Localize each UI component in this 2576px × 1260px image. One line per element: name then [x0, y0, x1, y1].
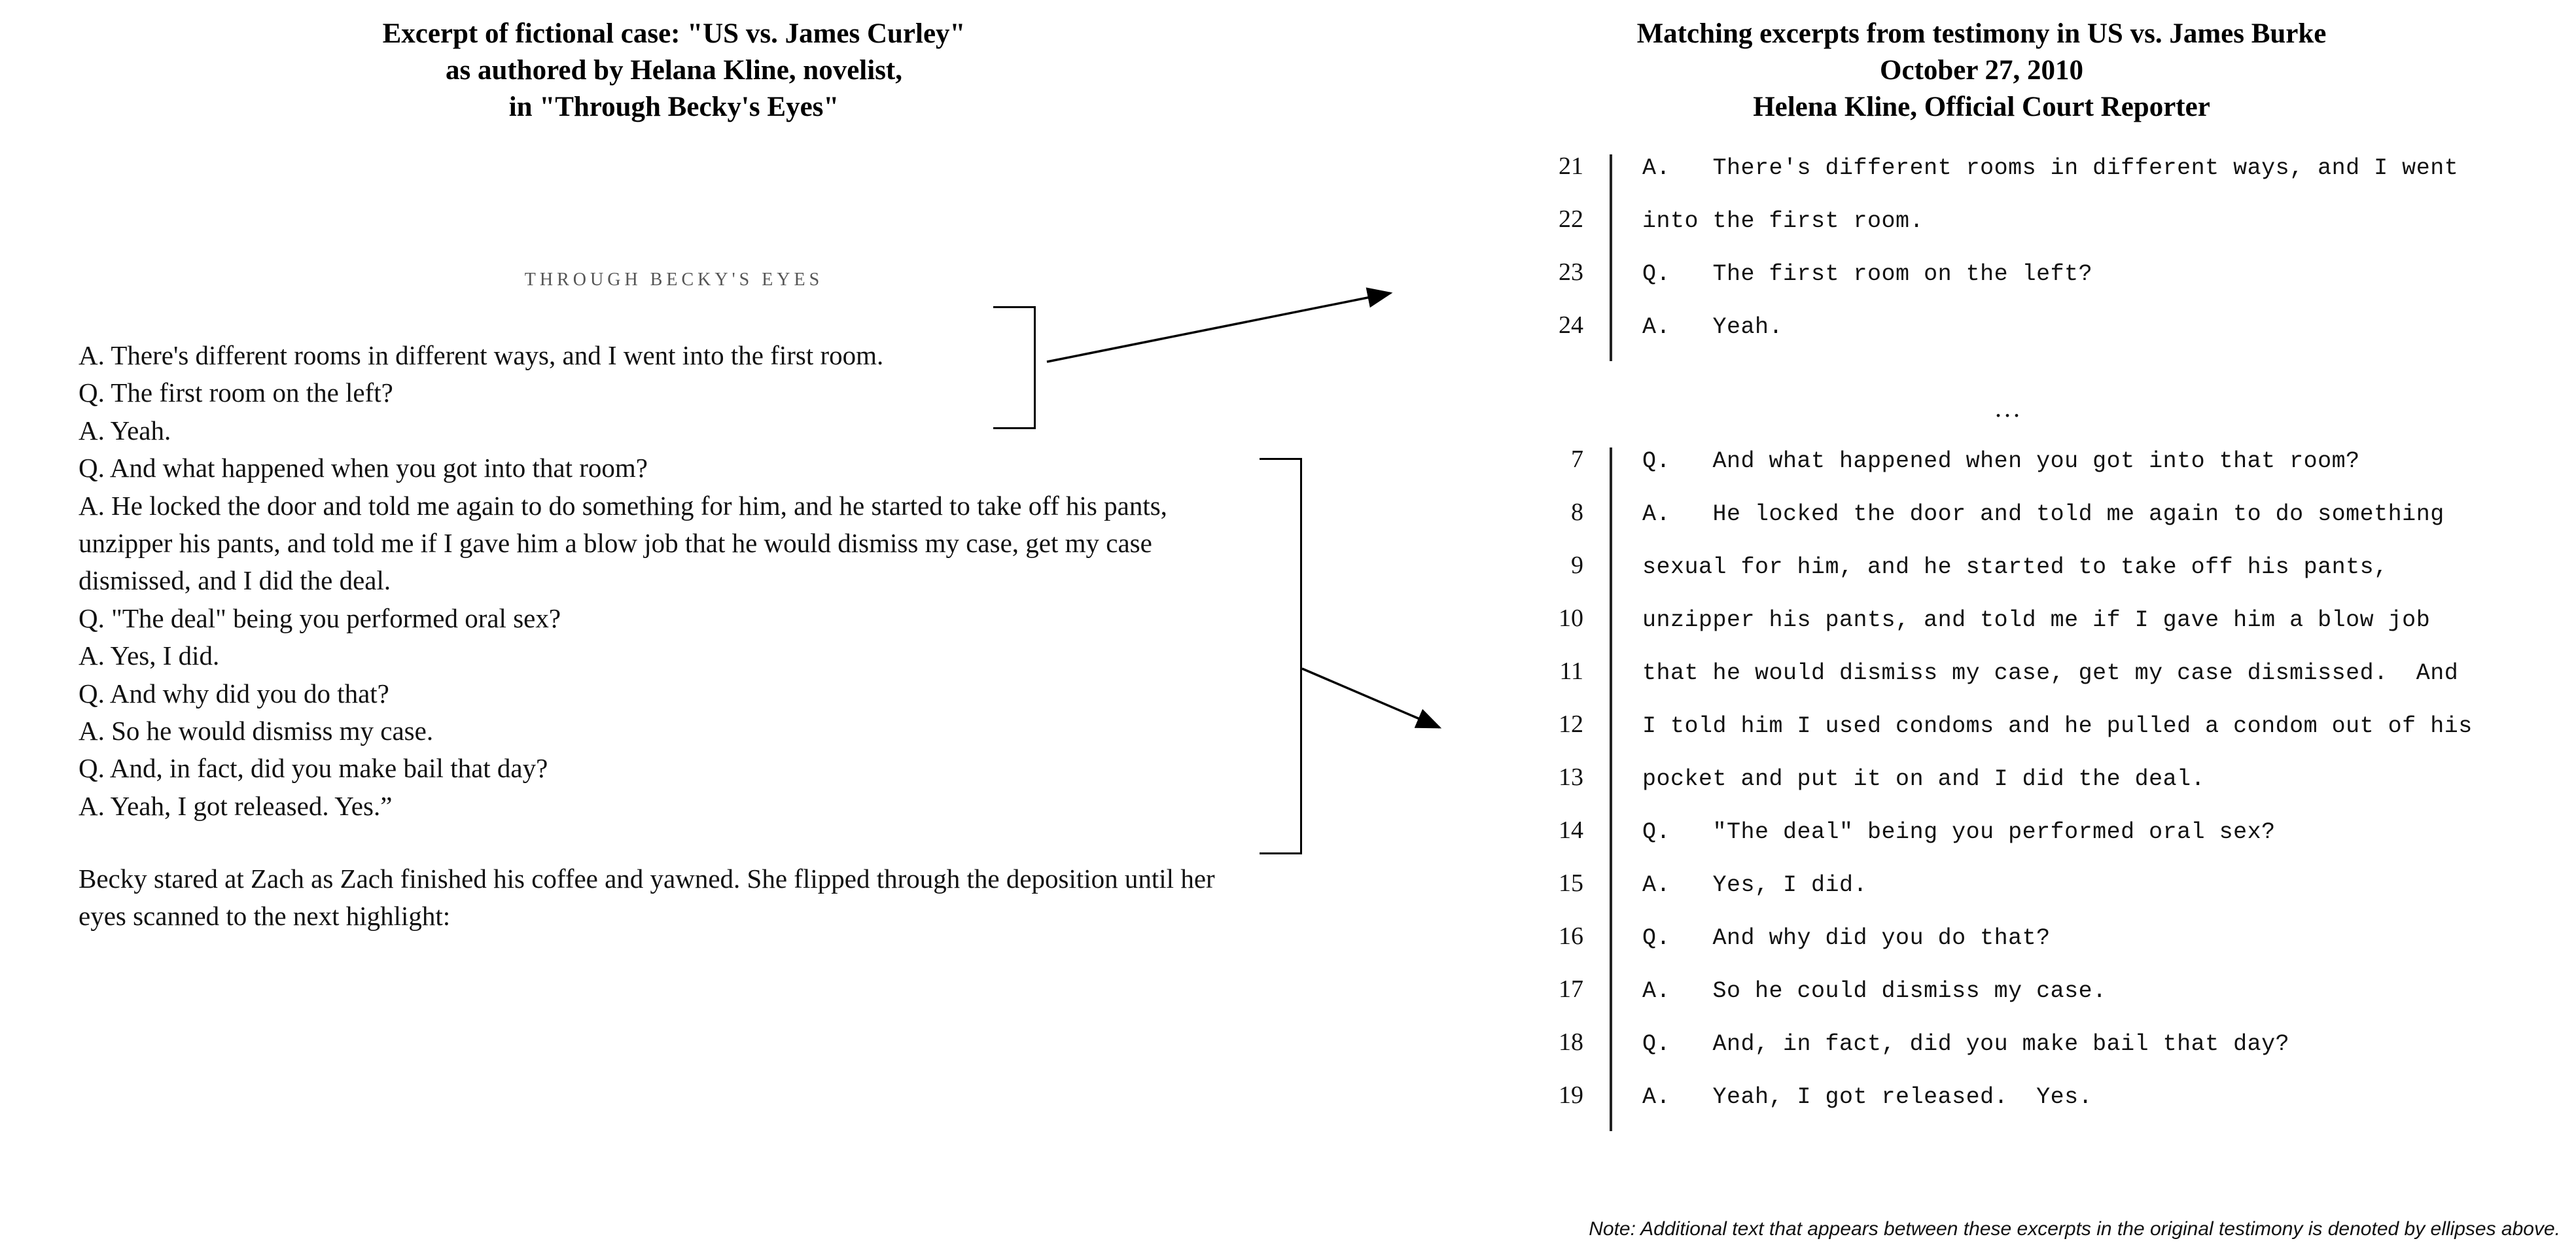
- transcript-row: [1453, 710, 2565, 763]
- ellipsis-separator: ...: [1995, 393, 2022, 423]
- line-number: 12: [1559, 710, 1583, 738]
- line-text: Q. "The deal" being you performed oral sex?: [1642, 819, 2276, 845]
- line-number: 13: [1559, 763, 1583, 791]
- line-number: 15: [1559, 869, 1583, 897]
- transcript-row: [1453, 445, 2565, 498]
- novel-line: Q. The first room on the left?: [79, 377, 393, 408]
- line-number: 9: [1571, 551, 1583, 579]
- line-number: 14: [1559, 816, 1583, 844]
- novel-line: A. Yeah.: [79, 415, 171, 446]
- novel-line: Q. "The deal" being you performed oral sex?: [79, 603, 561, 633]
- line-text: Q. And what happened when you got into that room?: [1642, 448, 2360, 474]
- novel-line: A. Yeah, I got released. Yes.”: [79, 790, 393, 821]
- transcript-row: [1453, 816, 2565, 869]
- line-text: A. Yeah.: [1642, 314, 1784, 340]
- line-number: 11: [1559, 657, 1583, 685]
- transcript-row: [1453, 152, 2565, 205]
- line-text: sexual for him, and he started to take off his pants,: [1642, 554, 2388, 580]
- line-text: Q. And, in fact, did you make bail that day?: [1642, 1031, 2290, 1057]
- footnote: Note: Additional text that appears between these excerpts in the original testimony is denoted by ellipses above.: [1589, 1218, 2560, 1240]
- transcript-row: [1453, 1081, 2565, 1134]
- right-title-line-3: Helena Kline, Official Court Reporter: [1753, 91, 2210, 122]
- novel-line: Q. And why did you do that?: [79, 678, 389, 709]
- left-title-line-3: in "Through Becky's Eyes": [508, 91, 839, 122]
- transcript-row: [1453, 311, 2565, 364]
- novel-line: A. He locked the door and told me again to do something for him, and he started to take off his pants, unzipper his pants, and told me if I gave him a blow job that he would dismiss my case, get my case dismissed, and I did the deal.: [79, 490, 1167, 596]
- left-panel-title: [118, 16, 1230, 126]
- transcript-row: [1453, 975, 2565, 1028]
- transcript-row: [1453, 205, 2565, 258]
- line-text: that he would dismiss my case, get my case dismissed. And: [1642, 660, 2459, 686]
- novel-line: A. So he would dismiss my case.: [79, 715, 434, 746]
- transcript-excerpt-1: [1453, 152, 2565, 364]
- line-number: 7: [1571, 446, 1583, 473]
- transcript-margin-rule: [1610, 154, 1612, 361]
- transcript-row: [1453, 922, 2565, 975]
- transcript-excerpt-2: [1453, 445, 2565, 1134]
- novel-line: A. There's different rooms in different ways, and I went into the first room.: [79, 340, 884, 370]
- highlight-bracket-2: [1260, 458, 1302, 854]
- left-title-line-1: Excerpt of fictional case: "US vs. James Curley": [382, 18, 966, 49]
- transcript-row: [1453, 657, 2565, 710]
- line-number: 21: [1559, 152, 1583, 180]
- transcript-panel: [1387, 0, 2576, 1260]
- right-title-line-1: Matching excerpts from testimony in US vs. James Burke: [1636, 18, 2327, 49]
- line-text: Q. And why did you do that?: [1642, 925, 2051, 951]
- transcript-row: [1453, 258, 2565, 311]
- line-text: A. So he could dismiss my case.: [1642, 978, 2107, 1004]
- right-title-line-2: October 27, 2010: [1880, 54, 2083, 86]
- line-text: I told him I used condoms and he pulled a condom out of his: [1642, 713, 2473, 739]
- line-number: 24: [1559, 311, 1583, 339]
- transcript-row: [1453, 498, 2565, 551]
- novel-line: Q. And what happened when you got into that room?: [79, 453, 648, 483]
- novel-line: A. Yes, I did.: [79, 640, 220, 671]
- line-number: 8: [1571, 499, 1583, 526]
- line-text: into the first room.: [1642, 208, 1924, 234]
- line-number: 23: [1559, 258, 1583, 286]
- left-title-line-2: as authored by Helana Kline, novelist,: [445, 54, 903, 86]
- line-text: Q. The first room on the left?: [1642, 261, 2093, 287]
- transcript-row: [1453, 869, 2565, 922]
- line-number: 19: [1559, 1081, 1583, 1109]
- highlight-bracket-1: [993, 306, 1036, 429]
- line-number: 22: [1559, 205, 1583, 233]
- line-number: 16: [1559, 922, 1583, 950]
- right-panel-title: [1387, 16, 2576, 126]
- line-text: A. Yeah, I got released. Yes.: [1642, 1084, 2093, 1110]
- transcript-row: [1453, 604, 2565, 657]
- transcript-row: [1453, 763, 2565, 816]
- line-text: A. There's different rooms in different ways, and I went: [1642, 155, 2459, 181]
- line-text: A. He locked the door and told me again to do something: [1642, 501, 2444, 527]
- novel-body-text: [79, 337, 1250, 936]
- transcript-row: [1453, 551, 2565, 604]
- transcript-row: [1453, 1028, 2565, 1081]
- line-number: 10: [1559, 604, 1583, 632]
- line-text: unzipper his pants, and told me if I gave him a blow job: [1642, 607, 2431, 633]
- line-text: pocket and put it on and I did the deal.: [1642, 766, 2206, 792]
- line-number: 17: [1559, 975, 1583, 1003]
- line-text: A. Yes, I did.: [1642, 872, 1868, 898]
- transcript-margin-rule: [1610, 447, 1612, 1131]
- book-running-head: THROUGH BECKY'S EYES: [524, 270, 824, 290]
- novel-closing-paragraph: Becky stared at Zach as Zach finished his coffee and yawned. She flipped through the deposition until her eyes scanned to the next highlight:: [79, 864, 1215, 932]
- line-number: 18: [1559, 1028, 1583, 1056]
- novel-line: Q. And, in fact, did you make bail that day?: [79, 753, 548, 784]
- paragraph-gap: [79, 825, 1250, 860]
